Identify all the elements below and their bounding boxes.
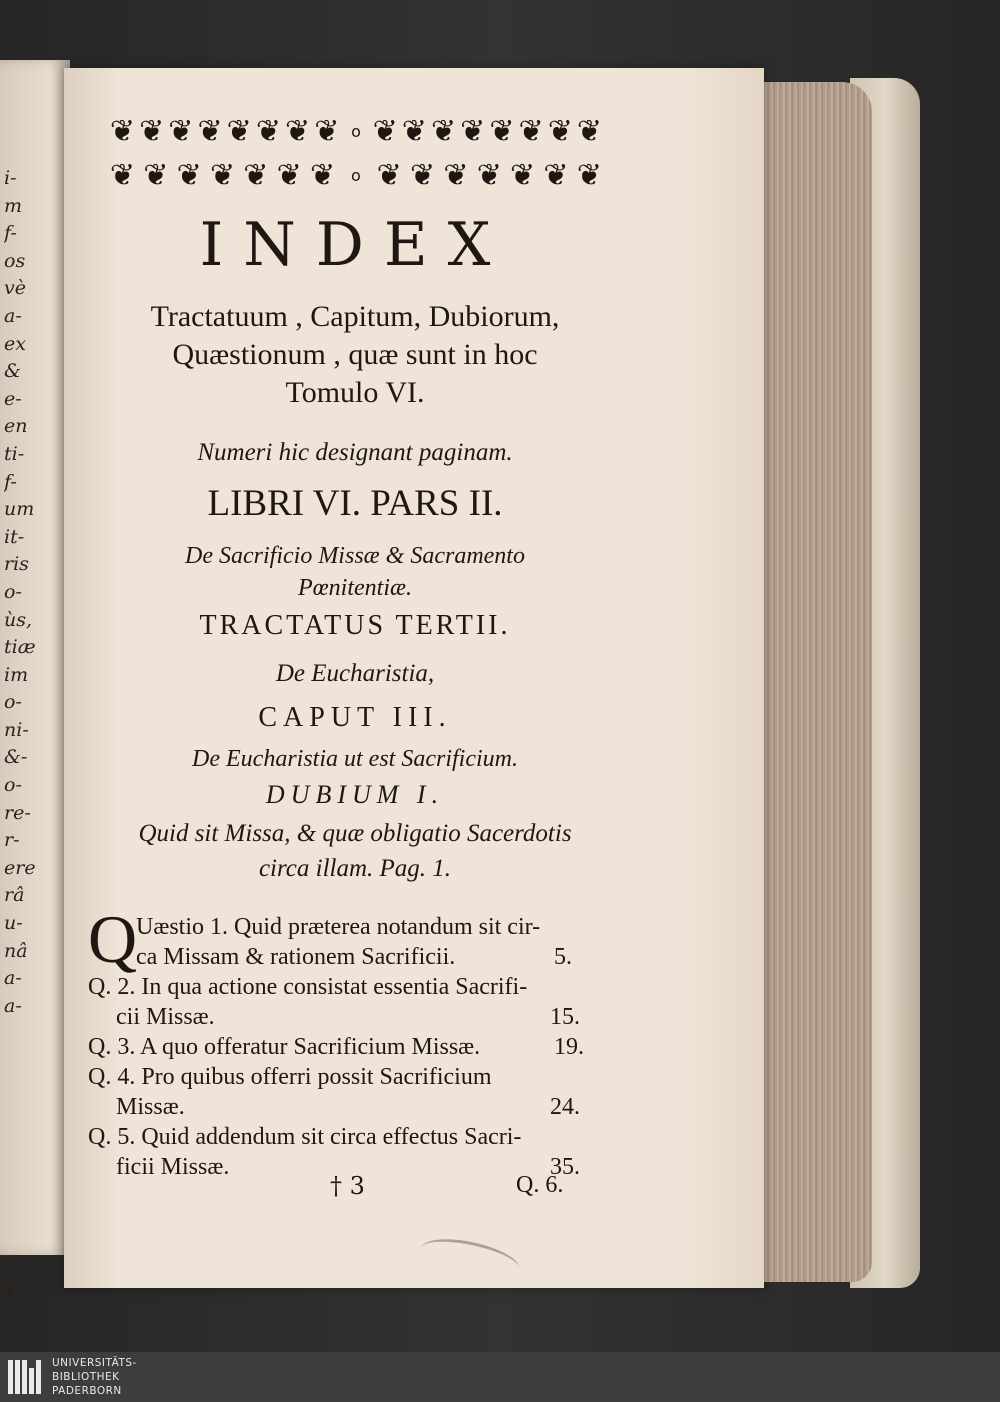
printer-ornament-band [108,115,604,193]
fleuron-icon: ❦ [285,114,311,149]
fleuron-icon: ❦ [576,158,602,193]
ornament-circle-icon: o [351,122,361,141]
margin-fragment: vè [4,277,26,300]
fleuron-icon: ❦ [139,114,165,149]
margin-fragment: im [4,663,29,686]
library-banner [0,1352,1000,1402]
fleuron-icon: ❦ [576,114,603,149]
tractatus-subtitle: De Eucharistia, [275,660,435,687]
question-page: 35. [550,1154,580,1180]
page-fore-edge [752,82,872,1282]
left-page-signature: X [0,1280,18,1306]
margin-fragment: a- [4,967,22,990]
caput-subtitle: De Eucharistia ut est Sacrificium. [192,746,518,772]
subtitle-line-3: Tomulo VI. [285,376,425,409]
fleuron-icon: ❦ [255,114,281,149]
drop-capital: Q [88,901,138,977]
library-logo-icon [8,1360,44,1394]
margin-fragment: a- [4,994,22,1017]
question-text: Q. 2. In qua actione consistat essentia Sacrifi- [88,974,528,1000]
fleuron-icon: ❦ [109,158,136,193]
fleuron-icon: ❦ [372,114,398,149]
fleuron-icon: ❦ [410,158,436,193]
question-line [136,942,572,972]
question-text: ficii Missæ. [116,1154,230,1180]
index-title: INDEX [199,210,511,280]
ornament-circle-icon: o [351,166,361,185]
libri-heading: LIBRI VI. PARS II. [207,483,503,524]
fleuron-icon: ❦ [176,158,202,193]
margin-fragment: um [4,498,35,521]
left-page-catchword: n. [2,1255,20,1276]
question-text: ca Missam & rationem Sacrificii. [136,944,456,970]
fleuron-icon: ❦ [460,114,486,149]
margin-fragment: &- [4,746,28,769]
margin-fragment: ti- [4,442,25,465]
margin-fragment: ere [4,856,36,879]
subject-line-2: Pœnitentiæ. [298,575,412,601]
margin-fragment: ni- [4,718,29,741]
margin-fragment: & [4,360,21,383]
margin-fragment: r- [4,829,20,852]
margin-fragment: i- [4,167,17,189]
catchword: Q. 6. [516,1172,564,1198]
caput-heading: CAPUT III. [258,702,452,733]
tractatus-heading: TRACTATUS TERTII. [199,610,511,641]
margin-fragment: o- [4,580,22,603]
question-line [88,972,584,1002]
fleuron-icon: ❦ [510,158,536,193]
question-page: 5. [554,944,572,970]
question-line [116,1002,580,1032]
margin-fragment: e- [4,387,22,410]
left-facing-page [0,60,70,1306]
margin-fragment: tiæ [4,636,36,659]
fleuron-icon: ❦ [376,158,402,193]
fleuron-icon: ❦ [476,158,502,193]
signature-mark: † 3 [330,1172,365,1200]
fleuron-icon: ❦ [430,114,457,149]
fleuron-icon: ❦ [489,114,515,149]
page-number-note: Numeri hic designant paginam. [197,439,513,466]
question-line [88,1122,584,1152]
margin-fragment: râ [4,884,25,907]
fleuron-icon: ❦ [168,114,194,149]
fleuron-icon: ❦ [109,114,136,149]
fleuron-icon: ❦ [518,114,544,149]
question-text: Q. 5. Quid addendum sit circa effectus Sacri- [88,1124,522,1150]
fleuron-icon: ❦ [209,158,236,193]
question-text: Q. 3. A quo offeratur Sacrificium Missæ. [88,1034,481,1060]
dubium-line-2: circa illam. Pag. 1. [258,855,452,882]
fleuron-icon: ❦ [543,158,569,193]
fleuron-icon: ❦ [243,158,269,193]
fleuron-icon: ❦ [401,114,427,149]
margin-fragment: u- [4,912,23,935]
library-name-line-3: PADERBORN [52,1385,122,1397]
dubium-heading: DUBIUM I. [265,780,445,809]
library-name-line-1: UNIVERSITÄTS- [52,1357,137,1369]
margin-fragment: o- [4,691,22,714]
question-line [88,1032,584,1062]
margin-fragment: nâ [4,939,28,962]
margin-fragment: a- [4,304,22,327]
margin-fragment: re- [4,801,31,824]
question-page: 19. [554,1034,584,1060]
fleuron-icon: ❦ [276,158,302,193]
subtitle-line-1: Tractatuum , Capitum, Dubiorum, [150,300,560,333]
library-name-line-2: BIBLIOTHEK [52,1371,120,1383]
question-page: 24. [550,1094,580,1120]
library-name [52,1356,137,1398]
margin-fragment: o- [4,774,22,797]
question-page: 15. [550,1004,580,1030]
fleuron-icon: ❦ [314,114,340,149]
question-text: Uæstio 1. Quid præterea notandum sit cir- [136,914,541,940]
subtitle-line-2: Quæstionum , quæ sunt in hoc [172,338,538,371]
margin-fragment: ris [4,553,29,576]
left-page-margin-text [4,165,64,1020]
question-text: Missæ. [116,1094,185,1120]
fleuron-icon: ❦ [547,114,573,149]
margin-fragment: f- [4,222,17,245]
margin-fragment: m [4,194,23,217]
fleuron-icon: ❦ [226,114,252,149]
fleuron-icon: ❦ [197,114,223,149]
fleuron-icon: ❦ [309,158,336,193]
question-line [136,912,584,942]
margin-fragment: ex [4,332,26,355]
margin-fragment: ùs, [4,608,33,631]
question-text: Q. 4. Pro quibus offerri possit Sacrificium [88,1064,492,1090]
question-text: cii Missæ. [116,1004,215,1030]
question-line [88,1062,584,1092]
margin-fragment: os [4,249,26,272]
subject-line-1: De Sacrificio Missæ & Sacramento [185,543,525,569]
question-line [116,1092,580,1122]
fleuron-icon: ❦ [143,158,169,193]
margin-fragment: en [4,415,28,438]
margin-fragment: it- [4,525,25,548]
fleuron-icon: ❦ [443,158,469,193]
dubium-line-1: Quid sit Missa, & quæ obligatio Sacerdotis [138,820,572,847]
margin-fragment: f- [4,470,17,493]
